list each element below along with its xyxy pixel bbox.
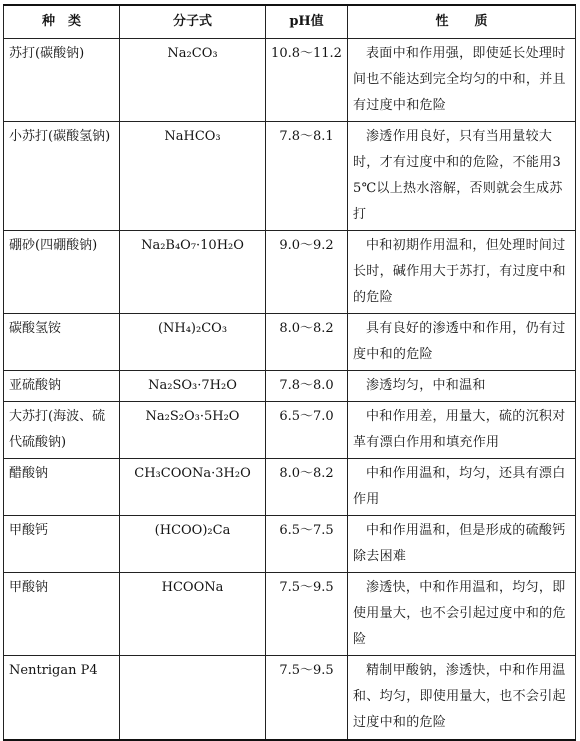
- cell-property: 中和作用温和，均匀，还具有漂白作用: [348, 459, 576, 516]
- neutralizer-table: [3, 4, 576, 741]
- table-row: [4, 573, 576, 656]
- cell-property: 渗透快，中和作用温和，均匀，即使用量大，也不会引起过度中和的危险: [348, 573, 576, 656]
- cell-formula: (HCOO)₂Ca: [120, 516, 266, 573]
- cell-property: 渗透作用良好，只有当用量较大时，才有过度中和的危险，不能用35℃以上热水溶解，否则就会生成苏打: [348, 122, 576, 231]
- cell-name: 甲酸钠: [4, 573, 120, 656]
- cell-formula: Na₂SO₃·7H₂O: [120, 371, 266, 402]
- header-type: 种 类: [4, 5, 120, 39]
- table-row: [4, 39, 576, 122]
- cell-name: 大苏打(海波、硫代硫酸钠): [4, 402, 120, 459]
- header-row: [4, 5, 576, 39]
- table-row: [4, 656, 576, 740]
- cell-formula: [120, 656, 266, 740]
- cell-formula: HCOONa: [120, 573, 266, 656]
- table-row: [4, 371, 576, 402]
- cell-formula: CH₃COONa·3H₂O: [120, 459, 266, 516]
- cell-property: 中和作用温和，但是形成的硫酸钙除去困难: [348, 516, 576, 573]
- cell-formula: NaHCO₃: [120, 122, 266, 231]
- cell-ph: 10.8～11.2: [266, 39, 348, 122]
- cell-property: 渗透均匀，中和温和: [348, 371, 576, 402]
- cell-name: 硼砂(四硼酸钠): [4, 231, 120, 314]
- cell-name: 苏打(碳酸钠): [4, 39, 120, 122]
- cell-property: 中和初期作用温和，但处理时间过长时，碱作用大于苏打，有过度中和的危险: [348, 231, 576, 314]
- cell-formula: (NH₄)₂CO₃: [120, 314, 266, 371]
- cell-ph: 7.5～9.5: [266, 656, 348, 740]
- cell-ph: 6.5～7.0: [266, 402, 348, 459]
- cell-ph: 8.0～8.2: [266, 459, 348, 516]
- cell-property: 具有良好的渗透中和作用，仍有过度中和的危险: [348, 314, 576, 371]
- cell-ph: 7.8～8.1: [266, 122, 348, 231]
- cell-ph: 7.5～9.5: [266, 573, 348, 656]
- cell-formula: Na₂CO₃: [120, 39, 266, 122]
- header-ph: pH值: [266, 5, 348, 39]
- cell-name: 小苏打(碳酸氢钠): [4, 122, 120, 231]
- table-row: [4, 314, 576, 371]
- cell-formula: Na₂S₂O₃·5H₂O: [120, 402, 266, 459]
- cell-ph: 8.0～8.2: [266, 314, 348, 371]
- cell-property: 精制甲酸钠，渗透快，中和作用温和、均匀，即使用量大，也不会引起过度中和的危险: [348, 656, 576, 740]
- cell-property: 表面中和作用强，即使延长处理时间也不能达到完全均匀的中和，并且有过度中和危险: [348, 39, 576, 122]
- cell-formula: Na₂B₄O₇·10H₂O: [120, 231, 266, 314]
- table-row: [4, 402, 576, 459]
- cell-name: 亚硫酸钠: [4, 371, 120, 402]
- header-property: 性 质: [348, 5, 576, 39]
- cell-ph: 9.0～9.2: [266, 231, 348, 314]
- cell-ph: 6.5～7.5: [266, 516, 348, 573]
- cell-name: 碳酸氢铵: [4, 314, 120, 371]
- cell-name: 甲酸钙: [4, 516, 120, 573]
- table-row: [4, 459, 576, 516]
- table-row: [4, 231, 576, 314]
- table-row: [4, 516, 576, 573]
- cell-property: 中和作用差，用量大，硫的沉积对革有漂白作用和填充作用: [348, 402, 576, 459]
- cell-name: Nentrigan P4: [4, 656, 120, 740]
- table-row: [4, 122, 576, 231]
- cell-name: 醋酸钠: [4, 459, 120, 516]
- cell-ph: 7.8～8.0: [266, 371, 348, 402]
- header-formula: 分子式: [120, 5, 266, 39]
